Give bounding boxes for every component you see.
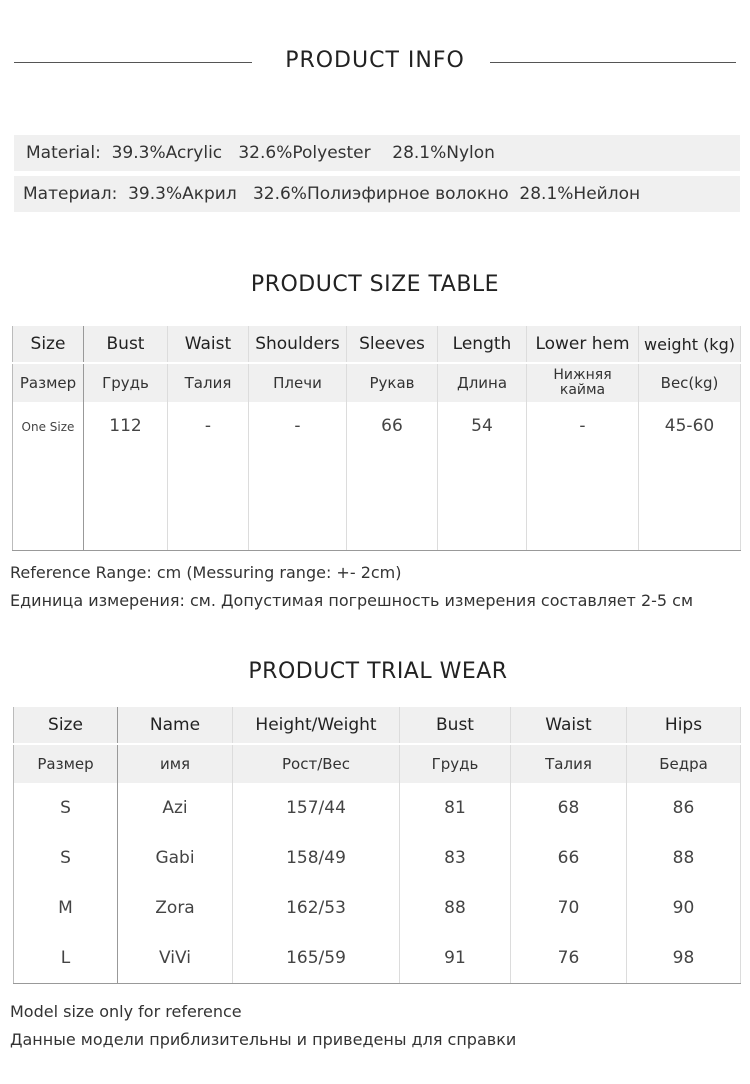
size-value-cell: 54 <box>438 402 527 551</box>
trial-header-cell: Height/Weight <box>233 707 400 744</box>
trial-cell: 165/59 <box>233 933 400 984</box>
trial-wear-table <box>13 707 741 984</box>
trial-cell: 81 <box>400 783 511 833</box>
trial-header-cell-ru: имя <box>118 744 233 783</box>
trial-cell: Gabi <box>118 833 233 883</box>
size-header-cell: Waist <box>168 326 249 363</box>
trial-cell: M <box>14 883 118 933</box>
trial-header-cell: Bust <box>400 707 511 744</box>
size-header-cell: Bust <box>84 326 168 363</box>
trial-cell: 158/49 <box>233 833 400 883</box>
size-header-cell-ru: Размер <box>13 363 84 402</box>
trial-header-cell-ru: Рост/Вес <box>233 744 400 783</box>
size-value-cell: - <box>249 402 347 551</box>
trial-note-ru: Данные модели приблизительны и приведены для справки <box>10 1030 517 1049</box>
trial-note-en: Model size only for reference <box>10 1002 242 1021</box>
trial-cell: 88 <box>400 883 511 933</box>
size-header-cell: Size <box>13 326 84 363</box>
size-value-cell: One Size <box>13 402 84 551</box>
size-value-cell: 112 <box>84 402 168 551</box>
trial-cell: Zora <box>118 883 233 933</box>
size-table <box>12 326 741 551</box>
size-header-cell-ru: Длина <box>438 363 527 402</box>
size-value-cell: 66 <box>347 402 438 551</box>
trial-cell: 91 <box>400 933 511 984</box>
trial-table-header-ru <box>14 744 741 783</box>
trial-wear-title: PRODUCT TRIAL WEAR <box>248 659 508 684</box>
trial-table-row <box>14 833 741 883</box>
trial-header-cell-ru: Грудь <box>400 744 511 783</box>
trial-cell: 90 <box>627 883 741 933</box>
material-value-ru: 39.3%Акрил <box>128 184 237 204</box>
trial-table-row <box>14 933 741 984</box>
trial-header-cell: Name <box>118 707 233 744</box>
material-value-ru: 28.1%Нейлон <box>519 184 641 204</box>
size-value-cell: - <box>527 402 639 551</box>
size-note-ru: Единица измерения: см. Допустимая погрешность измерения составляет 2-5 см <box>10 591 694 610</box>
size-header-cell: Sleeves <box>347 326 438 363</box>
trial-cell: 83 <box>400 833 511 883</box>
material-value-en: 32.6%Polyester <box>238 143 371 163</box>
size-header-cell-ru: Плечи <box>249 363 347 402</box>
size-table-row <box>13 402 741 551</box>
trial-cell: 66 <box>511 833 627 883</box>
trial-cell: 98 <box>627 933 741 984</box>
size-header-cell: weight (kg) <box>639 326 741 363</box>
material-value-en: 28.1%Nylon <box>392 143 495 163</box>
material-value-ru: 32.6%Полиэфирное волокно <box>252 184 509 204</box>
size-table-title: PRODUCT SIZE TABLE <box>250 272 500 297</box>
material-label-ru: Материал: <box>23 184 118 204</box>
trial-header-cell: Waist <box>511 707 627 744</box>
trial-cell: S <box>14 833 118 883</box>
size-table-header-ru <box>13 363 741 402</box>
size-header-cell-ru: Рукав <box>347 363 438 402</box>
trial-cell: 88 <box>627 833 741 883</box>
size-header-cell-ru: Нижняя кайма <box>527 363 639 402</box>
size-value-cell: - <box>168 402 249 551</box>
product-info-heading <box>0 48 750 80</box>
size-value-cell: 45-60 <box>639 402 741 551</box>
trial-cell: 86 <box>627 783 741 833</box>
trial-cell: 157/44 <box>233 783 400 833</box>
material-row-ru <box>14 176 740 212</box>
trial-cell: S <box>14 783 118 833</box>
material-row-en <box>14 135 740 171</box>
size-note-en: Reference Range: cm (Messuring range: +- 2cm) <box>10 563 402 582</box>
size-header-cell: Shoulders <box>249 326 347 363</box>
trial-cell: ViVi <box>118 933 233 984</box>
size-header-cell-ru: Вес(kg) <box>639 363 741 402</box>
size-header-cell-ru: Грудь <box>84 363 168 402</box>
trial-header-cell-ru: Талия <box>511 744 627 783</box>
trial-cell: 70 <box>511 883 627 933</box>
size-table-header-en <box>13 326 741 363</box>
trial-table-row <box>14 883 741 933</box>
trial-cell: 162/53 <box>233 883 400 933</box>
size-header-cell: Lower hem <box>527 326 639 363</box>
size-header-cell: Length <box>438 326 527 363</box>
trial-header-cell-ru: Размер <box>14 744 118 783</box>
trial-cell: L <box>14 933 118 984</box>
heading-rule-right <box>490 62 736 63</box>
product-info-title: PRODUCT INFO <box>285 48 465 73</box>
size-header-cell-ru: Талия <box>168 363 249 402</box>
material-label-en: Material: <box>26 143 101 163</box>
material-value-en: 39.3%Acrylic <box>111 143 223 163</box>
trial-cell: 76 <box>511 933 627 984</box>
trial-table-header-en <box>14 707 741 744</box>
trial-header-cell: Hips <box>627 707 741 744</box>
trial-table-row <box>14 783 741 833</box>
trial-cell: Azi <box>118 783 233 833</box>
trial-header-cell: Size <box>14 707 118 744</box>
trial-header-cell-ru: Бедра <box>627 744 741 783</box>
trial-cell: 68 <box>511 783 627 833</box>
